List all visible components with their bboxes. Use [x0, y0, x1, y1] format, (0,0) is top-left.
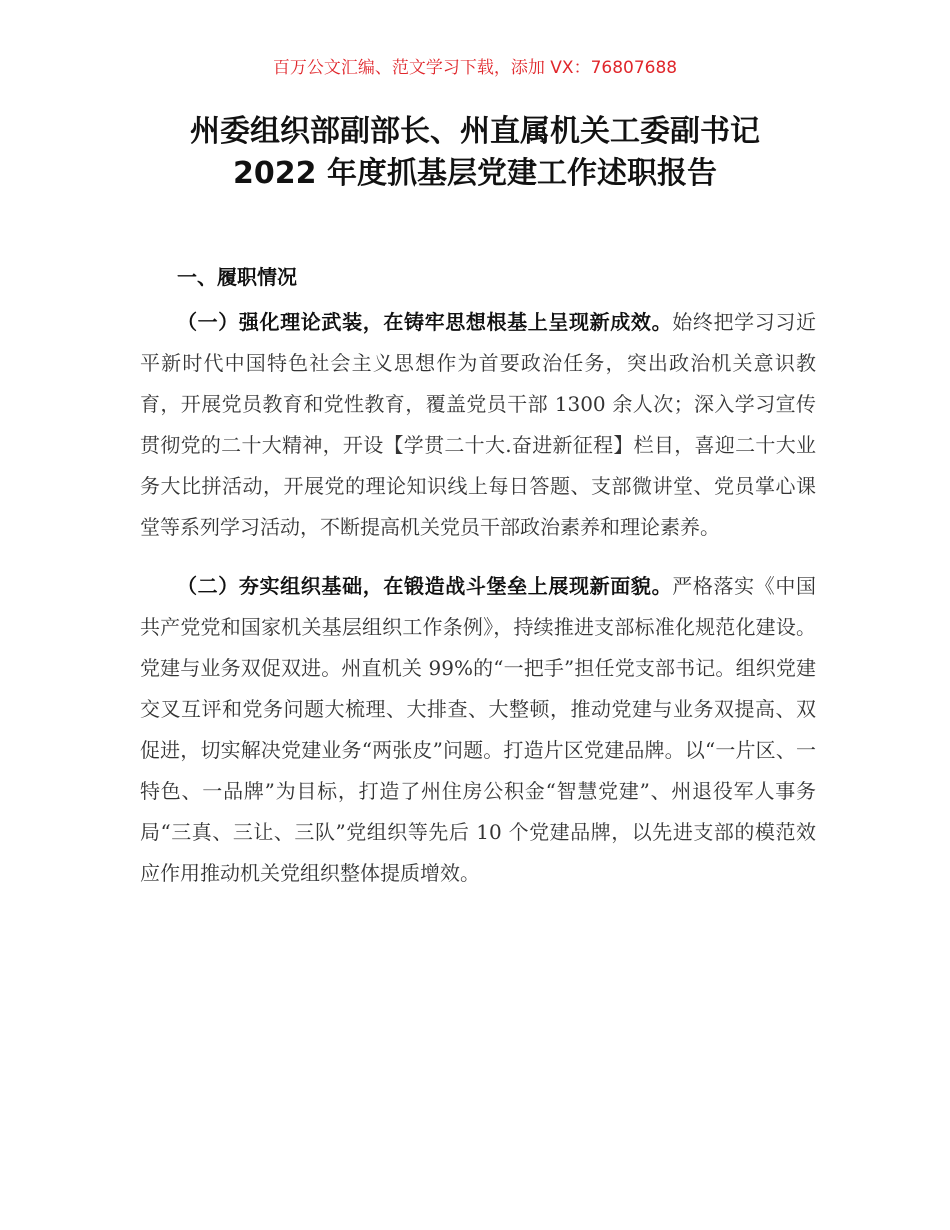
section-heading: 一、履职情况 — [177, 265, 297, 289]
paragraph — [140, 302, 816, 548]
title-line-2: 2022 年度抓基层党建工作述职报告 — [233, 156, 717, 191]
watermark-header: 百万公文汇编、范文学习下载，添加 VX：76807688 — [272, 58, 678, 78]
document-title — [0, 111, 950, 195]
paragraph — [140, 566, 816, 894]
paragraph-text: 始终把学习习近平新时代中国特色社会主义思想作为首要政治任务，突出政治机关意识教育，开展党员教育和党性教育，覆盖党员干部 1300 余人次；深入学习宣传贯彻党的二十大精神，开设【学贯二十大.奋进新征程】栏目，喜迎二十大业务大比拼活动，开展党的理论知识线上每日答题、支部微讲堂、党员掌心课堂等系列学习活动，不断提高机关党员干部政治素养和理论素养。 — [140, 310, 817, 539]
title-line-1: 州委组织部副部长、州直属机关工委副书记 — [190, 114, 760, 149]
document-body — [140, 257, 816, 912]
paragraph-lead: （一）强化理论武装，在铸牢思想根基上呈现新成效。 — [177, 310, 673, 334]
paragraph-text: 严格落实《中国共产党党和国家机关基层组织工作条例》，持续推进支部标准化规范化建设。党建与业务双促双进。州直机关 99%的“一把手”担任党支部书记。组织党建交叉互评和党务问题大梳理、大排查、大整顿，推动党建与业务双提高、双促进，切实解决党建业务“两张皮”问题。打造片区党建品牌。以“一片区、一特色、一品牌”为目标，打造了州住房公积金“智慧党建”、州退役军人事务局“三真、三让、三队”党组织等先后 10 个党建品牌，以先进支部的模范效应作用推动机关党组织整体提质增效。 — [140, 574, 817, 885]
paragraph-lead: （二）夯实组织基础，在锻造战斗堡垒上展现新面貌。 — [177, 574, 673, 598]
